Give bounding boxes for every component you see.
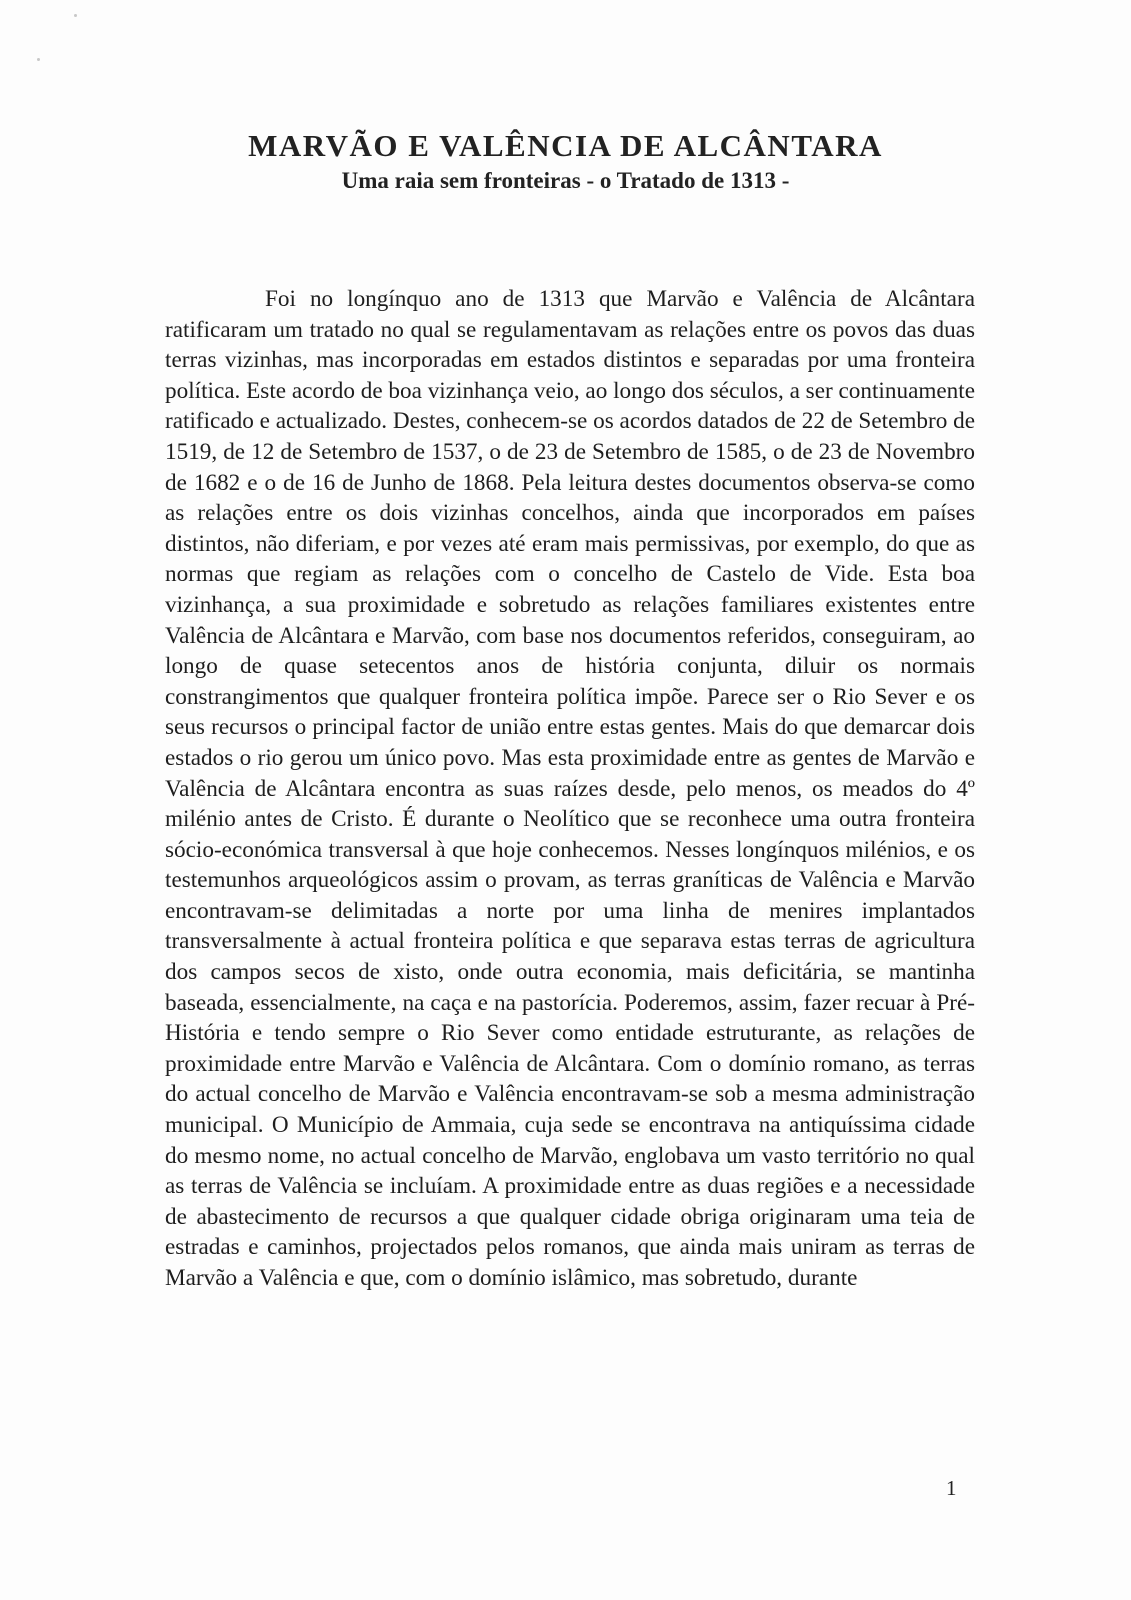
body-paragraph: Foi no longínquo ano de 1313 que Marvão e Valência de Alcântara ratificaram um tratado no qual se regulamentavam as relações entre os povos das duas terras vizinhas, mas incorporadas em estados distintos e separadas por uma fronteira política. Este acordo de boa vizinhança veio, ao longo dos séculos, a ser continuamente ratificado e actualizado. Destes, conhecem-se os acordos datados de 22 de Setembro de 1519, de 12 de Setembro de 1537, o de 23 de Setembro de 1585, o de 23 de Novembro de 1682 e o de 16 de Junho de 1868. Pela leitura destes documentos observa-se como as relações entre os dois vizinhas concelhos, ainda que incorporados em países distintos, não diferiam, e por vezes até eram mais permissivas, por exemplo, do que as normas que regiam as relações com o concelho de Castelo de Vide. Esta boa vizinhança, a sua proximidade e sobretudo as relações familiares existentes entre Valência de Alcântara e Marvão, com base nos documentos referidos, conseguiram, ao longo de quase setecentos anos de história conjunta, diluir os normais constrangimentos que qualquer fronteira política impõe. Parece ser o Rio Sever e os seus recursos o principal factor de união entre estas gentes. Mais do que demarcar dois estados o rio gerou um único povo. Mas esta proximidade entre as gentes de Marvão e Valência de Alcântara encontra as suas raízes desde, pelo menos, os meados do 4º milénio antes de Cristo. É durante o Neolítico que se reconhece uma outra fronteira sócio-económica transversal à que hoje conhecemos. Nesses longínquos milénios, e os testemunhos arqueológicos assim o provam, as terras graníticas de Valência e Marvão encontravam-se delimitadas a norte por uma linha de menires implantados transversalmente à actual fronteira política e que separava estas terras de agricultura dos campos secos de xisto, onde outra economia, mais deficitária, se mantinha baseada, essencialmente, na caça e na pastorícia. Poderemos, assim, fazer recuar à Pré-História e tendo sempre o Rio Sever como entidade estruturante, as relações de proximidade entre Marvão e Valência de Alcântara. Com o domínio romano, as terras do actual concelho de Marvão e Valência encontravam-se sob a mesma administração municipal. O Município de Ammaia, cuja sede se encontrava na antiquíssima cidade do mesmo nome, no actual concelho de Marvão, englobava um vasto território no qual as terras de Valência se incluíam. A proximidade entre as duas regiões e a necessidade de abastecimento de recursos a que qualquer cidade obriga originaram uma teia de estradas e caminhos, projectados pelos romanos, que ainda mais uniram as terras de Marvão a Valência e que, com o domínio islâmico, mas sobretudo, durante <box>165 286 976 1291</box>
scan-speck <box>37 58 40 61</box>
page-number: 1 <box>946 1476 957 1500</box>
scan-speck <box>74 14 77 17</box>
document-title: MARVÃO E VALÊNCIA DE ALCÂNTARA <box>248 128 883 163</box>
document-subtitle: Uma raia sem fronteiras - o Tratado de 1313 - <box>341 168 790 193</box>
